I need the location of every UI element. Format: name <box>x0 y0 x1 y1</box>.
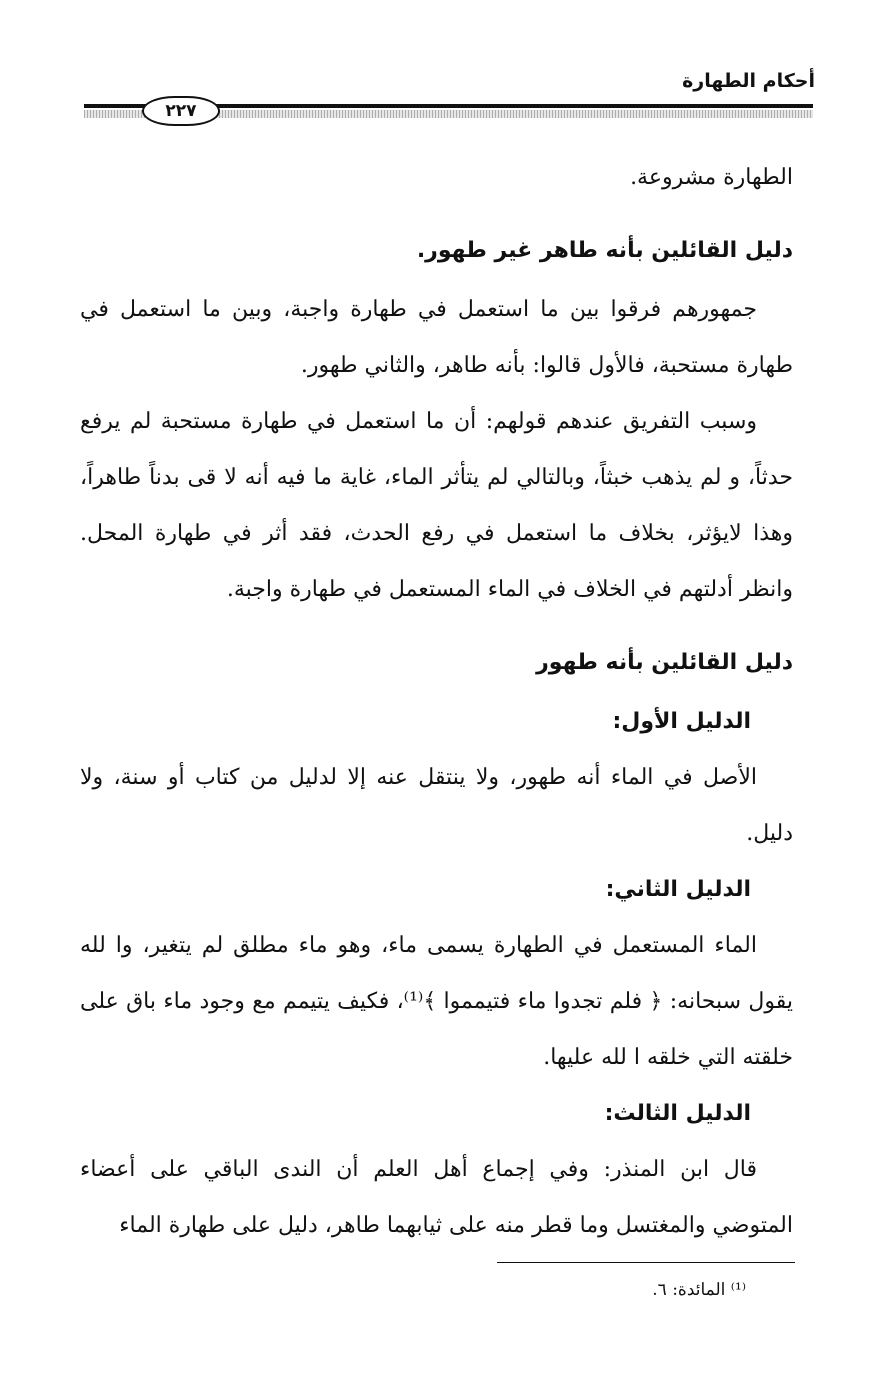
subheading: الدليل الثالث: <box>604 1101 751 1126</box>
footnote: ⁽¹⁾ المائدة: ٦. <box>652 1280 746 1300</box>
paragraph: جمهورهم فرقوا بين ما استعمل في طهارة واجبة، وبين ما استعمل في طهارة مستحبة، فالأول قالوا: بأنه طاهر، والثاني طهور. <box>80 297 793 378</box>
page-number: ٢٢٧ <box>142 96 220 126</box>
paragraph: الطهارة مشروعة. <box>630 165 793 190</box>
paragraph: وسبب التفريق عندهم قولهم: أن ما استعمل في طهارة مستحبة لم يرفع حدثاً، و لم يذهب خبثاً، وبالتالي لم يتأثر الماء، غاية ما فيه أنه لا قى بدناً طاهراً، وهذا لايؤثر، بخلاف ما استعمل في رفع الحدث، فقد أثر في طهارة المحل. وانظر أدلتهم في الخلاف في الماء المستعمل في طهارة واجبة. <box>80 409 793 602</box>
page-body <box>80 150 793 1254</box>
paragraph: الأصل في الماء أنه طهور، ولا ينتقل عنه إلا لدليل من كتاب أو سنة، ولا دليل. <box>80 765 793 846</box>
subheading: الدليل الثاني: <box>605 877 751 902</box>
paragraph: قال ابن المنذر: وفي إجماع أهل العلم أن الندى الباقي على أعضاء المتوضي والمغتسل وما قطر منه على ثيابهما طاهر، دليل على طهارة الماء <box>80 1157 793 1238</box>
running-header-title: أحكام الطهارة <box>682 70 815 92</box>
subheading: الدليل الأول: <box>612 709 751 734</box>
section-heading: دليل القائلين بأنه طاهر غير طهور. <box>416 238 793 263</box>
paragraph: الماء المستعمل في الطهارة يسمى ماء، وهو ماء مطلق لم يتغير، وا لله يقول سبحانه: ﴿ فلم تجدوا ماء فتيمموا ﴾⁽¹⁾، فكيف يتيمم مع وجود ماء باق على خلقته التي خلقه ا لله عليها. <box>80 933 793 1070</box>
footnote-rule <box>497 1262 795 1263</box>
section-heading: دليل القائلين بأنه طهور <box>536 650 793 675</box>
